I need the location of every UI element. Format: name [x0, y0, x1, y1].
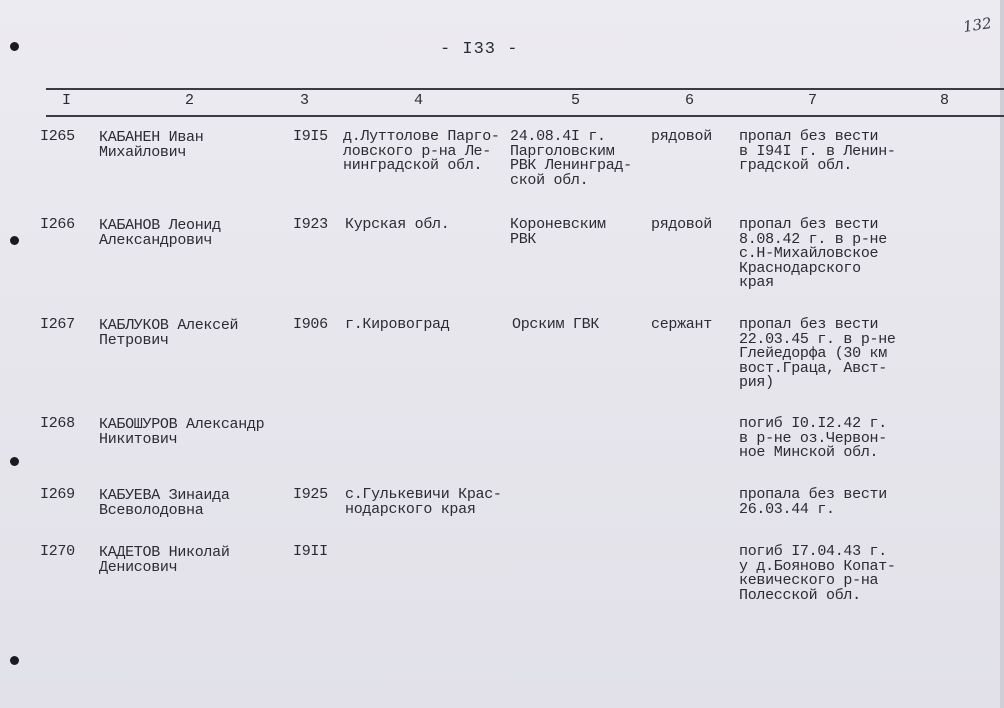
- record-number: I268: [40, 415, 75, 432]
- column-number-8: 8: [940, 92, 950, 109]
- person-name: КАБАНЕН Иван Михайлович: [99, 129, 204, 161]
- column-number-4: 4: [414, 92, 424, 109]
- birth-place: с.Гулькевичи Крас- нодарского края: [345, 486, 502, 518]
- column-number-5: 5: [571, 92, 581, 109]
- birth-year: I9I5: [293, 128, 328, 145]
- fate-record: пропал без вести в I94I г. в Ленин- градской обл.: [739, 128, 896, 175]
- person-name: КАБАНОВ Леонид Александрович: [99, 217, 221, 249]
- fate-record: погиб I0.I2.42 г. в р-не оз.Червон- ное Минской обл.: [739, 415, 887, 462]
- birth-year: I906: [293, 316, 328, 333]
- column-number-1: I: [62, 92, 72, 109]
- punch-hole: [10, 656, 19, 665]
- birth-place: Курская обл.: [345, 216, 450, 233]
- fate-record: погиб I7.04.43 г. у д.Бояново Копат- кевического р-на Полесской обл.: [739, 543, 896, 604]
- fate-record: пропал без вести 8.08.42 г. в р-не с.Н-Михайловское Краснодарского края: [739, 216, 887, 292]
- person-name: КАБОШУРОВ Александр Никитович: [99, 416, 265, 448]
- column-number-7: 7: [808, 92, 818, 109]
- birth-place: г.Кировоград: [345, 316, 450, 333]
- person-name: КАДЕТОВ Николай Денисович: [99, 544, 230, 576]
- archive-page-number: 132: [961, 14, 993, 36]
- fate-record: пропала без вести 26.03.44 г.: [739, 486, 887, 518]
- table-top-rule: [46, 88, 1004, 90]
- birth-place: д.Луттолове Парго- ловского р-на Ле- нинградской обл.: [343, 128, 500, 175]
- military-rank: рядовой: [651, 216, 712, 233]
- draft-office: Короневским РВК: [510, 216, 606, 248]
- military-rank: рядовой: [651, 128, 712, 145]
- record-number: I270: [40, 543, 75, 560]
- page-number: - I33 -: [440, 40, 519, 59]
- record-number: I266: [40, 216, 75, 233]
- person-name: КАБЛУКОВ Алексей Петрович: [99, 317, 239, 349]
- column-number-3: 3: [300, 92, 310, 109]
- punch-hole: [10, 42, 19, 51]
- person-name: КАБУЕВА Зинаида Всеволодовна: [99, 487, 230, 519]
- punch-hole: [10, 236, 19, 245]
- column-number-6: 6: [685, 92, 695, 109]
- record-number: I269: [40, 486, 75, 503]
- draft-office: Орским ГВК: [512, 316, 600, 333]
- draft-office: 24.08.4I г. Парголовским РВК Ленинград- ской обл.: [510, 128, 632, 189]
- column-number-2: 2: [185, 92, 195, 109]
- punch-hole: [10, 457, 19, 466]
- table-header-rule: [46, 115, 1004, 117]
- birth-year: I925: [293, 486, 328, 503]
- military-rank: сержант: [651, 316, 712, 333]
- record-number: I267: [40, 316, 75, 333]
- record-number: I265: [40, 128, 75, 145]
- fate-record: пропал без вести 22.03.45 г. в р-не Глейедорфа (30 км вост.Граца, Авст- рия): [739, 316, 896, 392]
- birth-year: I9II: [293, 543, 328, 560]
- birth-year: I923: [293, 216, 328, 233]
